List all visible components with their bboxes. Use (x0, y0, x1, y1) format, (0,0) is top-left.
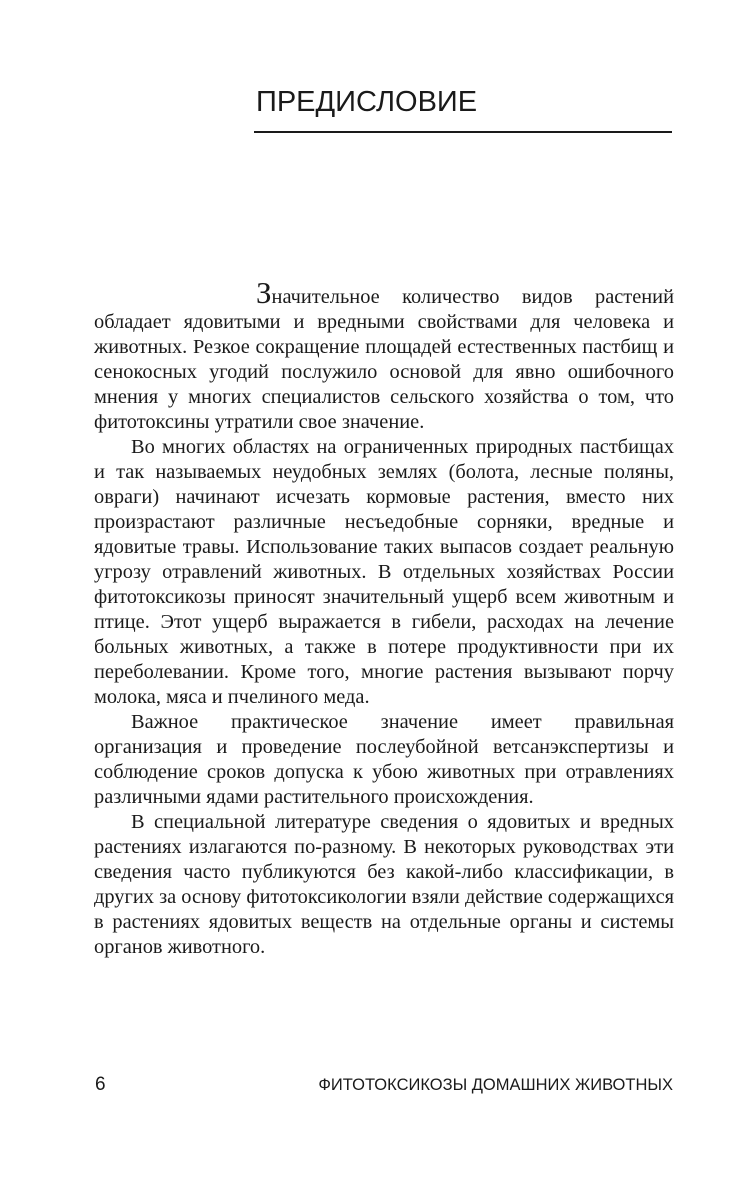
page-number: 6 (95, 1074, 106, 1095)
title-rule (254, 131, 672, 133)
paragraph-1-text: начительное количество видов растений обладает ядовитыми и вредными свойствами для человека и животных. Резкое сокращение площадей естественных пастбищ и сенокосных угодий послужило основой для явно ошибочного мнения у многих специалистов сельского хозяйства о том, что фитотоксины утратили свое значение. (94, 286, 674, 433)
drop-letter: З (256, 275, 272, 310)
body-text (94, 275, 674, 960)
paragraph-3: Важное практическое значение имеет правильная организация и проведение послеубойной ветсанэкспертизы и соблюдение сроков допуска к убою животных при отравлениях различными ядами растительного происхождения. (94, 711, 674, 808)
running-title: ФИТОТОКСИКОЗЫ ДОМАШНИХ ЖИВОТНЫХ (318, 1076, 673, 1094)
paragraph-1 (94, 275, 674, 435)
chapter-title: ПРЕДИСЛОВИЕ (256, 86, 478, 118)
paragraph-2: Во многих областях на ограниченных природных пастбищах и так называемых неудобных землях (болота, лесные поляны, овраги) начинают исчезать кормовые растения, вместо них произрастают различные несъедобные сорняки, вредные и ядовитые травы. Использование таких выпасов создает реальную угрозу отравлений животных. В отдельных хозяйствах России фитотоксикозы приносят значительный ущерб всем животным и птице. Этот ущерб выражается в гибели, расходах на лечение больных животных, а также в потере продуктивности при их переболевании. Кроме того, многие растения вызывают порчу молока, мяса и пчелиного меда. (94, 436, 674, 708)
paragraph-4: В специальной литературе сведения о ядовитых и вредных растениях излагаются по-разному. В некоторых руководствах эти сведения часто публикуются без какой-либо классификации, в других за основу фитотоксикологии взяли действие содержащихся в растениях ядовитых веществ на отдельные органы и системы органов животного. (94, 811, 674, 958)
